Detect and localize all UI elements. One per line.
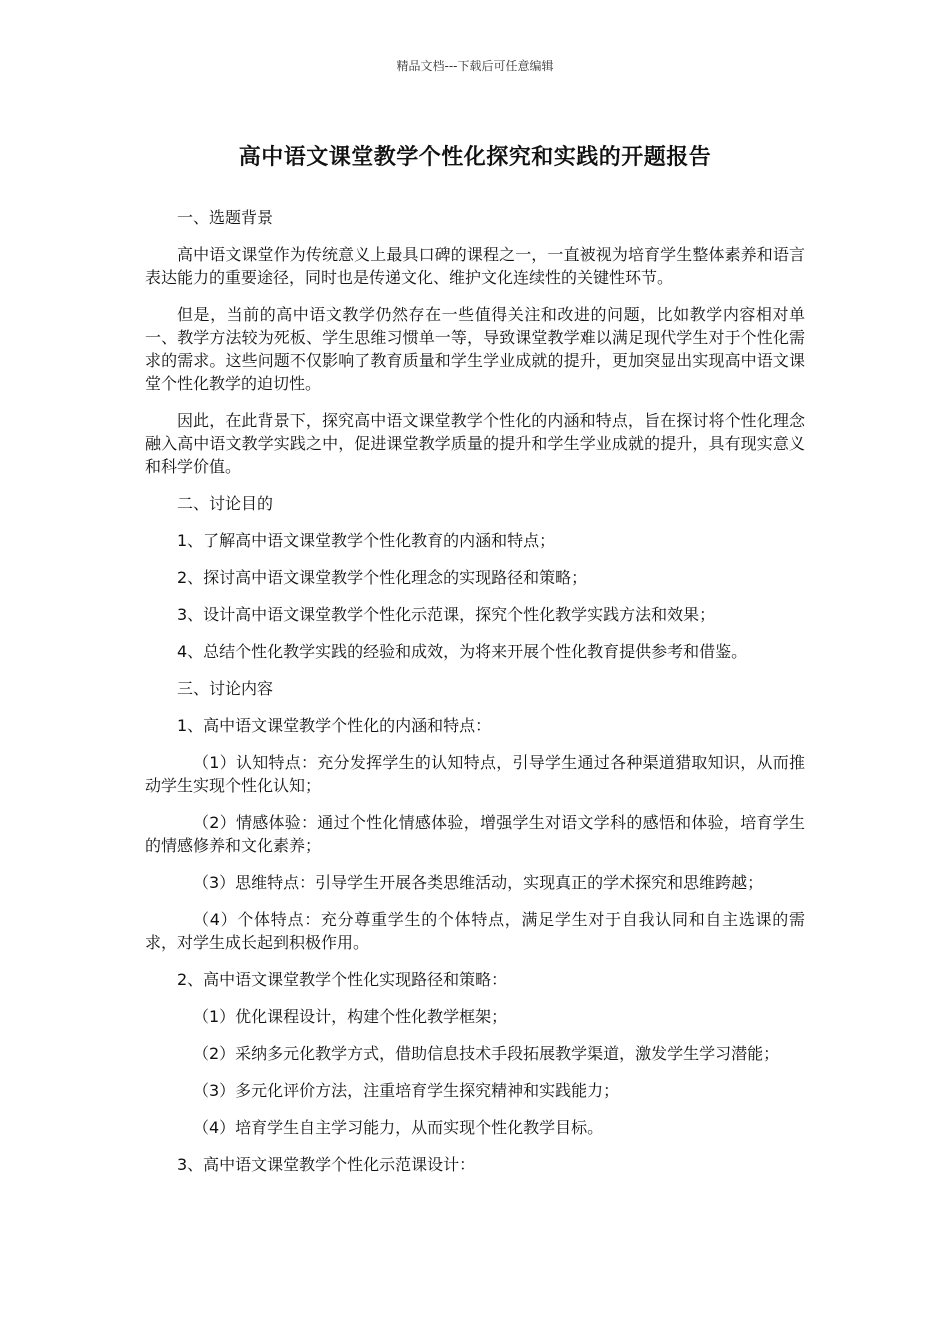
paragraph: 因此，在此背景下，探究高中语文课堂教学个性化的内涵和特点，旨在探讨将个性化理念融入高中语文教学实践之中，促进课堂教学质量的提升和学生学业成就的提升，具有现实意义和科学价值。 (145, 411, 805, 476)
section-heading-content: 三、讨论内容 (177, 679, 274, 698)
section-heading-background: 一、选题背景 (177, 208, 274, 227)
document-title: 高中语文课堂教学个性化探究和实践的开题报告 (238, 145, 712, 170)
sub-list-item: （2）采纳多元化教学方式，借助信息技术手段拓展教学渠道，激发学生学习潜能； (193, 1044, 780, 1063)
sub-list-item: （4）个体特点：充分尊重学生的个体特点，满足学生对于自我认同和自主选课的需求，对学生成长起到积极作用。 (145, 910, 805, 952)
list-item: 4、总结个性化教学实践的经验和成效，为将来开展个性化教育提供参考和借鉴。 (177, 642, 748, 661)
paragraph: 高中语文课堂作为传统意义上最具口碑的课程之一，一直被视为培育学生整体素养和语言表达能力的重要途径，同时也是传递文化、维护文化连续性的关键性环节。 (145, 245, 805, 287)
paragraph: 但是，当前的高中语文教学仍然存在一些值得关注和改进的问题，比如教学内容相对单一、教学方法较为死板、学生思维习惯单一等，导致课堂教学难以满足现代学生对于个性化需求的需求。这些问题不仅影响了教育质量和学生学业成就的提升，更加突显出实现高中语文课堂个性化教学的迫切性。 (145, 305, 805, 393)
list-item: 1、了解高中语文课堂教学个性化教育的内涵和特点； (177, 531, 556, 550)
list-item: 2、探讨高中语文课堂教学个性化理念的实现路径和策略； (177, 568, 588, 587)
sub-list-item: （2）情感体验：通过个性化情感体验，增强学生对语文学科的感悟和体验，培育学生的情感修养和文化素养； (145, 813, 805, 855)
sub-list-item: （3）思维特点：引导学生开展各类思维活动，实现真正的学术探究和思维跨越； (193, 873, 764, 892)
list-item: 3、设计高中语文课堂教学个性化示范课，探究个性化教学实践方法和效果； (177, 605, 716, 624)
list-item: 1、高中语文课堂教学个性化的内涵和特点： (177, 716, 492, 735)
document-body (145, 206, 805, 1190)
sub-list-item: （1）优化课程设计，构建个性化教学框架； (193, 1007, 508, 1026)
list-item: 3、高中语文课堂教学个性化示范课设计： (177, 1155, 476, 1174)
sub-list-item: （1）认知特点：充分发挥学生的认知特点，引导学生通过各种渠道猎取知识，从而推动学生实现个性化认知； (145, 753, 805, 795)
sub-list-item: （3）多元化评价方法，注重培育学生探究精神和实践能力； (193, 1081, 620, 1100)
list-item: 2、高中语文课堂教学个性化实现路径和策略： (177, 970, 508, 989)
header-note: 精品文档---下载后可任意编辑 (396, 59, 554, 73)
section-heading-purpose: 二、讨论目的 (177, 494, 274, 513)
sub-list-item: （4）培育学生自主学习能力，从而实现个性化教学目标。 (193, 1118, 604, 1137)
